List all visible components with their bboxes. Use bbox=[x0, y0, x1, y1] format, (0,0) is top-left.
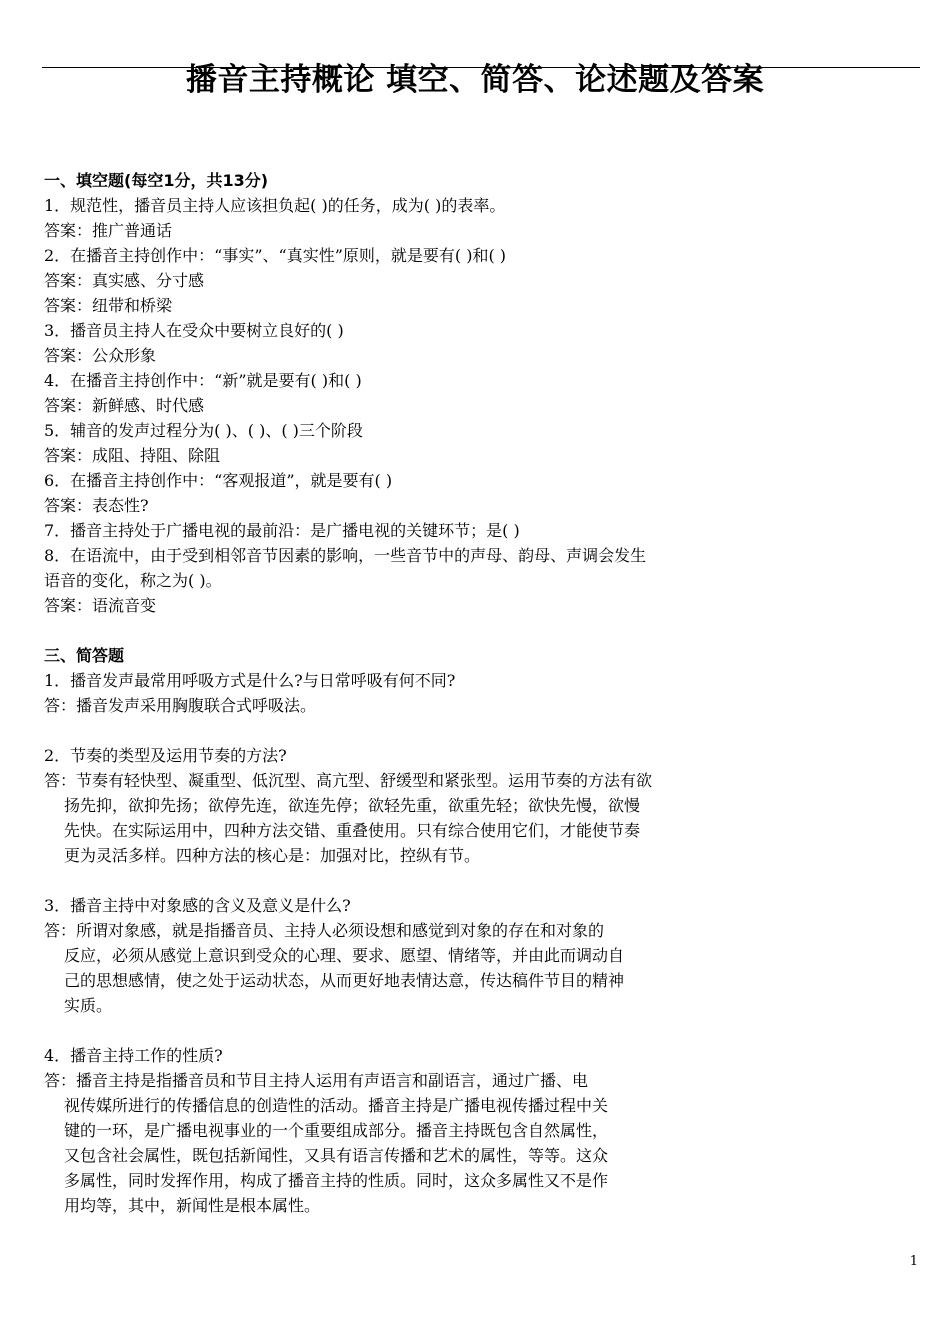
text-line: 多属性，同时发挥作用，构成了播音主持的性质。同时，这众多属性又不是作 bbox=[64, 1171, 609, 1190]
text-line: 答：节奏有轻快型、凝重型、低沉型、高亢型、舒缓型和紧张型。运用节奏的方法有欲 bbox=[44, 771, 653, 790]
text-line: 3．播音员主持人在受众中要树立良好的( ) bbox=[44, 321, 344, 340]
text-line: 实质。 bbox=[64, 996, 113, 1015]
text-line: 4．播音主持工作的性质? bbox=[44, 1046, 223, 1065]
text-line: 答：所谓对象感，就是指播音员、主持人必须设想和感觉到对象的存在和对象的 bbox=[44, 921, 605, 940]
text-line: 答案：新鲜感、时代感 bbox=[44, 396, 205, 415]
text-line: 答案：推广普通话 bbox=[44, 221, 173, 240]
text-line: 答案：表态性? bbox=[44, 496, 149, 515]
document-title: 播音主持概论 填空、简答、论述题及答案 bbox=[185, 62, 765, 98]
text-line: 答案：公众形象 bbox=[44, 346, 157, 365]
text-line: 答案：纽带和桥梁 bbox=[44, 296, 173, 315]
document-body bbox=[44, 168, 904, 1218]
text-line: 答：播音主持是指播音员和节目主持人运用有声语言和副语言，通过广播、电 bbox=[44, 1071, 589, 1090]
text-line: 4．在播音主持创作中：“新”就是要有( )和( ) bbox=[44, 371, 362, 390]
text-line: 键的一环，是广播电视事业的一个重要组成部分。播音主持既包含自然属性， bbox=[64, 1121, 609, 1140]
paragraph-gap bbox=[44, 718, 904, 743]
text-line: 用均等，其中，新闻性是根本属性。 bbox=[64, 1196, 321, 1215]
page-number: 1 bbox=[909, 1254, 918, 1269]
text-line: 视传媒所进行的传播信息的创造性的活动。播音主持是广播电视传播过程中关 bbox=[64, 1096, 609, 1115]
text-line: 先快。在实际运用中，四种方法交错、重叠使用。只有综合使用它们，才能使节奏 bbox=[64, 821, 641, 840]
text-line: 3．播音主持中对象感的含义及意义是什么? bbox=[44, 896, 351, 915]
text-line: 答案：语流音变 bbox=[44, 596, 157, 615]
text-line: 6．在播音主持创作中：“客观报道”，就是要有( ) bbox=[44, 471, 393, 490]
text-line: 又包含社会属性，既包括新闻性，又具有语言传播和艺术的属性，等等。这众 bbox=[64, 1146, 609, 1165]
text-line: 答案：真实感、分寸感 bbox=[44, 271, 205, 290]
text-line: 8．在语流中，由于受到相邻音节因素的影响，一些音节中的声母、韵母、声调会发生 bbox=[44, 546, 647, 565]
text-line: 2．在播音主持创作中：“事实”、“真实性”原则，就是要有( )和( ) bbox=[44, 246, 507, 265]
text-line: 扬先抑，欲抑先扬；欲停先连，欲连先停；欲轻先重，欲重先轻；欲快先慢，欲慢 bbox=[64, 796, 641, 815]
text-line: 己的思想感情，使之处于运动状态，从而更好地表情达意，传达稿件节目的精神 bbox=[64, 971, 625, 990]
text-line: 答案：成阻、持阻、除阻 bbox=[44, 446, 221, 465]
section-heading: 一、填空题(每空1分，共13分) bbox=[44, 171, 269, 190]
text-line: 反应，必须从感觉上意识到受众的心理、要求、愿望、情绪等，并由此而调动自 bbox=[64, 946, 625, 965]
text-line: 7．播音主持处于广播电视的最前沿：是广播电视的关键环节；是( ) bbox=[44, 521, 520, 540]
paragraph-gap bbox=[44, 1018, 904, 1043]
paragraph-gap bbox=[44, 868, 904, 893]
text-line: 语音的变化，称之为( )。 bbox=[44, 571, 222, 590]
text-line: 2．节奏的类型及运用节奏的方法? bbox=[44, 746, 287, 765]
section-heading: 三、简答题 bbox=[44, 646, 125, 665]
paragraph-gap bbox=[44, 618, 904, 643]
text-line: 1．规范性，播音员主持人应该担负起( )的任务，成为( )的表率。 bbox=[44, 196, 506, 215]
text-line: 1．播音发声最常用呼吸方式是什么?与日常呼吸有何不同? bbox=[44, 671, 456, 690]
text-line: 更为灵活多样。四种方法的核心是：加强对比，控纵有节。 bbox=[64, 846, 481, 865]
text-line: 答：播音发声采用胸腹联合式呼吸法。 bbox=[44, 696, 317, 715]
text-line: 5．辅音的发声过程分为( )、( )、( )三个阶段 bbox=[44, 421, 363, 440]
